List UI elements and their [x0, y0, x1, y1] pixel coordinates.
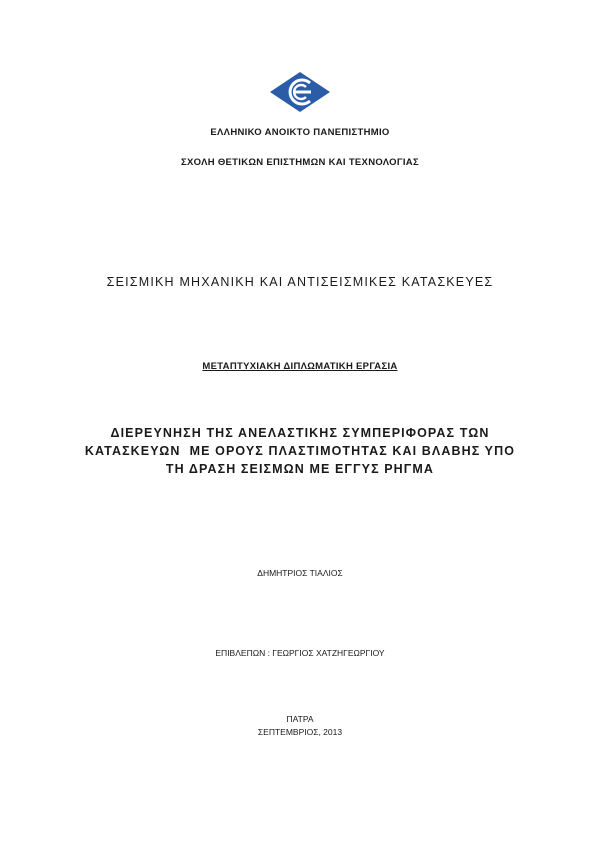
- date: ΣΕΠΤΕΜΒΡΙΟΣ, 2013: [257, 727, 343, 737]
- author-name: ΔΗΜΗΤΡΙΟΣ ΤΙΑΛΙΟΣ: [257, 568, 343, 578]
- city: ΠΑΤΡΑ: [286, 714, 314, 724]
- thesis-title-line-2: ΚΑΤΑΣΚΕΥΩΝ ΜΕ ΟΡΟΥΣ ΠΛΑΣΤΙΜΟΤΗΤΑΣ ΚΑΙ ΒΛΑΒΗΣ ΥΠΟ: [84, 444, 516, 458]
- supervisor: ΕΠΙΒΛΕΠΩΝ : ΓΕΩΡΓΙΟΣ ΧΑΤΖΗΓΕΩΡΓΙΟΥ: [215, 648, 385, 658]
- thesis-title-line-1: ΔΙΕΡΕΥΝΗΣΗ ΤΗΣ ΑΝΕΛΑΣΤΙΚΗΣ ΣΥΜΠΕΡΙΦΟΡΑΣ ΤΩΝ: [110, 426, 490, 440]
- university-name: ΕΛΛΗΝΙΚΟ ΑΝΟΙΚΤΟ ΠΑΝΕΠΙΣΤΗΜΙΟ: [210, 127, 390, 138]
- program-name: ΣΕΙΣΜΙΚΗ ΜΗΧΑΝΙΚΗ ΚΑΙ ΑΝΤΙΣΕΙΣΜΙΚΕΣ ΚΑΤΑΣΚΕΥΕΣ: [106, 275, 494, 289]
- university-logo-icon: [269, 71, 331, 113]
- thesis-title-line-3: ΤΗ ΔΡΑΣΗ ΣΕΙΣΜΩΝ ΜΕ ΕΓΓΥΣ ΡΗΓΜΑ: [165, 462, 435, 476]
- school-name: ΣΧΟΛΗ ΘΕΤΙΚΩΝ ΕΠΙΣΤΗΜΩΝ ΚΑΙ ΤΕΧΝΟΛΟΓΙΑΣ: [181, 157, 419, 168]
- thesis-type: ΜΕΤΑΠΤΥΧΙΑΚΗ ΔΙΠΛΩΜΑΤΙΚΗ ΕΡΓΑΣΙΑ: [202, 361, 398, 372]
